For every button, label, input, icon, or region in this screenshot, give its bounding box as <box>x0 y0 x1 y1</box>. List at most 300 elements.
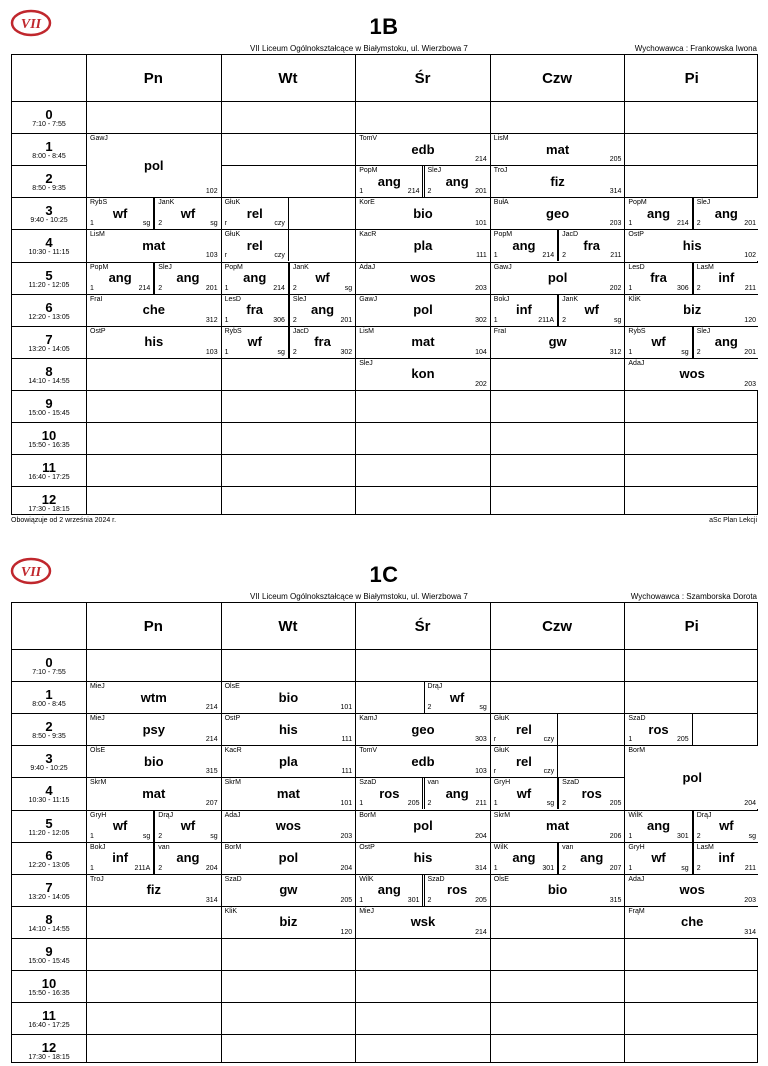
lesson-cell[interactable] <box>356 327 490 358</box>
period-label <box>12 681 86 713</box>
subject-code: bio <box>413 205 433 221</box>
period-number: 4 <box>45 235 53 251</box>
teacher-code: WilK <box>493 843 509 851</box>
group-number: 2 <box>158 832 163 840</box>
group-number: 1 <box>224 316 229 324</box>
teacher-code: OstP <box>628 231 644 239</box>
teacher-code: PopM <box>493 231 513 239</box>
room-number: 211A <box>134 864 151 872</box>
period-label <box>12 294 86 326</box>
lesson-cell[interactable] <box>625 714 692 745</box>
teacher-code: JacD <box>562 231 579 239</box>
subject-code: inf <box>718 850 735 866</box>
lesson-cell[interactable] <box>693 843 759 874</box>
subject-code: mat <box>411 334 435 350</box>
room-number: 214 <box>205 704 218 712</box>
room-number: 102 <box>205 188 218 196</box>
lesson-cell[interactable] <box>424 875 490 906</box>
room-number: 204 <box>340 864 353 872</box>
lesson-cell[interactable] <box>289 327 355 358</box>
group-number: 2 <box>696 348 701 356</box>
class-tutor: Wychowawca : Szamborska Dorota <box>630 592 757 601</box>
subject-code: geo <box>546 205 570 221</box>
lesson-cell[interactable] <box>693 327 759 358</box>
group-number: 1 <box>359 896 364 904</box>
lesson-cell[interactable] <box>154 811 220 842</box>
room-number: 207 <box>609 864 622 872</box>
lesson-cell[interactable] <box>222 746 356 777</box>
room-number: sg <box>277 348 285 356</box>
subject-code: pol <box>413 302 433 318</box>
lesson-cell[interactable] <box>625 907 759 938</box>
teacher-code: LasM <box>696 843 714 851</box>
lesson-cell[interactable] <box>356 875 423 906</box>
lesson-cell[interactable] <box>625 875 759 906</box>
lesson-cell[interactable] <box>222 843 356 874</box>
room-number: 205 <box>609 800 622 808</box>
group-number: 1 <box>628 736 633 744</box>
group-number: 1 <box>493 252 498 260</box>
subject-code: ros <box>379 785 400 801</box>
lesson-cell[interactable] <box>491 134 625 165</box>
teacher-code: GawJ <box>493 263 512 271</box>
lesson-cell[interactable] <box>558 295 624 326</box>
group-number: 1 <box>628 220 633 228</box>
lesson-cell[interactable] <box>625 230 759 261</box>
lesson-cell[interactable] <box>558 230 624 261</box>
subject-code: ang <box>310 302 335 318</box>
lesson-cell[interactable] <box>222 907 356 938</box>
teacher-code: WilK <box>359 875 374 883</box>
subject-code: wos <box>679 882 705 898</box>
subject-code: inf <box>112 850 129 866</box>
lesson-cell[interactable] <box>356 778 423 809</box>
period-label <box>12 197 86 229</box>
teacher-code: PopM <box>90 263 109 271</box>
subject-code: ros <box>447 882 468 898</box>
teacher-code: BokJ <box>90 843 106 851</box>
period-time: 9:40 - 10:25 <box>30 765 68 773</box>
period-number: 7 <box>45 331 53 347</box>
teacher-code: DrąJ <box>427 683 443 691</box>
teacher-code: MieJ <box>90 683 105 691</box>
subject-code: wf <box>719 818 734 834</box>
lesson-cell[interactable] <box>491 295 558 326</box>
lesson-cell[interactable] <box>222 811 356 842</box>
subject-code: ang <box>512 850 536 866</box>
lesson-cell[interactable] <box>491 327 625 358</box>
row-divider <box>12 390 757 391</box>
lesson-cell[interactable] <box>289 295 355 326</box>
lesson-cell[interactable] <box>625 263 692 294</box>
teacher-code: KorE <box>359 199 375 207</box>
lesson-cell[interactable] <box>558 778 624 809</box>
lesson-cell[interactable] <box>222 875 356 906</box>
lesson-cell[interactable] <box>87 811 154 842</box>
room-number: 203 <box>744 896 756 904</box>
group-number: 2 <box>292 284 297 292</box>
room-number: sg <box>142 832 151 840</box>
class-title: 1B <box>369 14 399 39</box>
period-number: 5 <box>45 815 53 831</box>
lesson-cell[interactable] <box>356 230 490 261</box>
room-number: 214 <box>138 284 151 292</box>
lesson-cell[interactable] <box>625 843 692 874</box>
teacher-code: SzaD <box>359 779 377 787</box>
period-number: 1 <box>45 139 53 155</box>
period-time: 11:20 - 12:05 <box>28 281 70 289</box>
subject-code: wf <box>315 270 330 286</box>
subject-code: his <box>278 721 298 737</box>
lesson-cell[interactable] <box>491 198 625 229</box>
room-number: 204 <box>744 800 756 808</box>
period-time: 8:00 - 8:45 <box>32 701 66 709</box>
room-number: 315 <box>205 768 218 776</box>
room-number: sg <box>748 832 756 840</box>
lesson-cell[interactable] <box>222 327 289 358</box>
subject-code: wf <box>651 334 666 350</box>
lesson-cell[interactable] <box>154 198 220 229</box>
subject-code: che <box>142 302 165 318</box>
subject-code: mat <box>276 785 300 801</box>
teacher-code: LesD <box>628 263 645 271</box>
svg-text:VII: VII <box>20 17 42 32</box>
subject-code: rel <box>515 721 532 737</box>
teacher-code: FrąM <box>628 907 645 915</box>
room-number: 207 <box>205 800 218 808</box>
teacher-code: SkrM <box>224 779 241 787</box>
period-label <box>12 1002 86 1034</box>
lesson-cell[interactable] <box>693 811 759 842</box>
teacher-code: LasM <box>696 263 714 271</box>
room-number: 203 <box>744 380 756 388</box>
room-number: 205 <box>677 736 689 744</box>
room-number: 214 <box>677 220 689 228</box>
period-number: 0 <box>45 107 53 122</box>
lesson-cell[interactable] <box>289 263 355 294</box>
room-number: 314 <box>609 188 622 196</box>
period-number: 8 <box>45 363 53 379</box>
teacher-code: GryH <box>628 843 645 851</box>
lesson-cell[interactable] <box>222 714 356 745</box>
teacher-code: BorM <box>224 843 242 851</box>
period-number: 0 <box>45 655 53 670</box>
row-divider <box>12 486 757 487</box>
room-number: 214 <box>407 188 420 196</box>
lesson-cell[interactable] <box>356 811 490 842</box>
lesson-cell[interactable] <box>87 778 221 809</box>
period-label <box>12 842 86 874</box>
lesson-cell[interactable] <box>491 811 625 842</box>
room-number: 214 <box>475 156 487 164</box>
room-number: 202 <box>609 284 622 292</box>
teacher-code: AdaJ <box>359 263 376 271</box>
period-number: 6 <box>45 299 53 315</box>
room-number: czy <box>274 252 285 260</box>
room-number: 203 <box>340 832 353 840</box>
period-label <box>12 938 86 970</box>
subject-code: ang <box>377 173 401 189</box>
period-label <box>12 358 86 390</box>
lesson-cell[interactable] <box>87 263 154 294</box>
subject-code: wf <box>449 689 465 705</box>
lesson-cell[interactable] <box>625 198 692 229</box>
lesson-cell[interactable] <box>154 843 220 874</box>
lesson-cell[interactable] <box>87 198 154 229</box>
lesson-cell[interactable] <box>87 230 221 261</box>
lesson-cell[interactable] <box>356 198 490 229</box>
room-number: 101 <box>475 220 487 228</box>
header-divider <box>12 101 757 102</box>
day-header-1: Wt <box>278 617 298 635</box>
teacher-code: KliK <box>224 907 238 915</box>
teacher-code: OlsE <box>90 747 106 755</box>
lesson-cell[interactable] <box>222 263 289 294</box>
teacher-code: KamJ <box>359 715 378 723</box>
lesson-cell[interactable] <box>356 263 490 294</box>
lesson-cell[interactable] <box>356 714 490 745</box>
period-time: 15:00 - 15:45 <box>28 409 70 417</box>
period-time: 13:20 - 14:05 <box>28 893 70 901</box>
room-number: 214 <box>273 284 285 292</box>
lesson-cell[interactable] <box>491 166 625 197</box>
lesson-cell[interactable] <box>356 134 490 165</box>
teacher-code: SzaD <box>427 875 445 883</box>
lesson-cell[interactable] <box>222 682 356 713</box>
period-number: 5 <box>45 267 53 283</box>
lesson-cell[interactable] <box>491 263 625 294</box>
teacher-code: GłuK <box>224 199 241 207</box>
row-divider <box>12 1034 757 1035</box>
teacher-code: JacD <box>292 327 309 335</box>
room-number: 103 <box>205 252 218 260</box>
subject-code: mat <box>142 237 166 253</box>
period-label <box>12 906 86 938</box>
lesson-cell[interactable] <box>87 295 221 326</box>
teacher-code: GłuK <box>224 231 241 239</box>
room-number: 314 <box>205 896 218 904</box>
day-header-0: Pn <box>143 617 163 635</box>
validity-note: Obowiązuje od 2 września 2024 r. <box>11 517 117 524</box>
teacher-code: OstP <box>90 327 106 335</box>
teacher-code: KacR <box>224 747 242 755</box>
teacher-code: BorM <box>628 747 646 755</box>
teacher-code: TomV <box>359 747 378 755</box>
subject-code: ang <box>512 237 536 253</box>
lesson-cell[interactable] <box>222 295 289 326</box>
period-number: 11 <box>42 460 56 476</box>
group-number: 2 <box>158 284 163 292</box>
group-number: 2 <box>292 348 297 356</box>
teacher-code: AdaJ <box>224 811 241 819</box>
group-number: r <box>493 768 497 776</box>
group-number: 2 <box>427 896 432 904</box>
day-header-3: Czw <box>542 617 573 635</box>
class-tutor: Wychowawca : Frankowska Iwona <box>634 44 757 53</box>
room-number: sg <box>681 864 689 872</box>
lesson-cell[interactable] <box>222 778 356 809</box>
lesson-cell[interactable] <box>424 166 490 197</box>
room-number: 302 <box>340 348 353 356</box>
lesson-cell[interactable] <box>693 263 759 294</box>
lesson-cell[interactable] <box>491 843 558 874</box>
lesson-cell[interactable] <box>222 198 289 229</box>
subject-code: biz <box>279 914 298 930</box>
teacher-code: GryH <box>493 779 511 787</box>
lesson-cell[interactable] <box>491 230 558 261</box>
room-number: 205 <box>475 896 487 904</box>
period-time: 8:00 - 8:45 <box>32 153 66 161</box>
lesson-cell[interactable] <box>424 778 490 809</box>
group-number: 2 <box>292 316 297 324</box>
period-number: 9 <box>45 395 53 411</box>
period-time: 8:50 - 9:35 <box>32 185 66 193</box>
lesson-cell[interactable] <box>625 359 759 390</box>
teacher-code: SleJ <box>359 359 373 367</box>
lesson-cell[interactable] <box>87 714 221 745</box>
teacher-code: GłuK <box>493 747 510 755</box>
teacher-code: OlsE <box>224 683 240 691</box>
group-number: 1 <box>359 188 364 196</box>
subject-code: wf <box>247 334 262 350</box>
lesson-cell[interactable] <box>87 746 221 777</box>
teacher-code: SkrM <box>90 779 107 787</box>
period-label <box>12 649 86 681</box>
room-number: 312 <box>205 316 218 324</box>
lesson-cell[interactable] <box>222 230 289 261</box>
subject-code: psy <box>142 721 165 737</box>
period-label <box>12 101 86 133</box>
row-divider <box>12 938 757 939</box>
group-number: 1 <box>628 348 633 356</box>
lesson-cell[interactable] <box>491 778 558 809</box>
lesson-cell[interactable] <box>625 811 692 842</box>
teacher-code: AdaJ <box>628 875 645 883</box>
lesson-cell[interactable] <box>625 327 692 358</box>
lesson-cell[interactable] <box>87 875 221 906</box>
room-number: 211 <box>744 864 756 872</box>
period-label <box>12 229 86 261</box>
group-number: 2 <box>158 220 163 228</box>
room-number: 205 <box>407 800 420 808</box>
teacher-code: WilK <box>628 811 643 819</box>
lesson-cell[interactable] <box>87 134 221 197</box>
group-number: 1 <box>628 864 633 872</box>
lesson-cell[interactable] <box>491 746 558 777</box>
lesson-cell[interactable] <box>491 714 558 745</box>
teacher-code: GawJ <box>359 295 378 303</box>
svg-text:VII: VII <box>20 565 42 580</box>
teacher-code: TroJ <box>493 167 508 175</box>
period-number: 10 <box>41 428 57 443</box>
group-number: 1 <box>493 316 498 324</box>
lesson-cell[interactable] <box>87 682 221 713</box>
lesson-cell[interactable] <box>356 746 490 777</box>
teacher-code: LisM <box>493 135 509 143</box>
teacher-code: BokJ <box>493 295 510 303</box>
period-label <box>12 874 86 906</box>
subject-code: wf <box>651 850 666 866</box>
room-number: 205 <box>609 156 622 164</box>
room-number: sg <box>479 704 487 712</box>
room-number: 301 <box>542 864 555 872</box>
generator-note: aSc Plan Lekcji <box>709 517 757 524</box>
subject-code: pol <box>144 157 164 173</box>
room-number: czy <box>543 736 555 744</box>
school-name: VII Liceum Ogólnokształcące w Białymstoku, ul. Wierzbowa 7 <box>250 44 468 53</box>
lesson-cell[interactable] <box>625 746 759 809</box>
lesson-cell[interactable] <box>87 843 154 874</box>
lesson-cell[interactable] <box>356 359 490 390</box>
period-time: 15:50 - 16:35 <box>28 442 70 449</box>
subject-code: wf <box>112 205 128 221</box>
room-number: 202 <box>475 380 487 388</box>
room-number: 101 <box>340 704 353 712</box>
subject-code: his <box>413 850 433 866</box>
lesson-cell[interactable] <box>558 843 624 874</box>
group-number: 2 <box>427 704 432 712</box>
day-header-1: Wt <box>278 69 298 87</box>
subject-code: edb <box>411 753 435 769</box>
room-number: 111 <box>476 252 487 260</box>
room-number: 204 <box>205 864 218 872</box>
period-time: 15:50 - 16:35 <box>28 990 70 997</box>
room-number: czy <box>274 220 285 228</box>
lesson-cell[interactable] <box>693 198 759 229</box>
room-number: 301 <box>407 896 420 904</box>
teacher-code: SzaD <box>562 779 580 787</box>
lesson-cell[interactable] <box>356 295 490 326</box>
group-number: 2 <box>696 284 701 292</box>
subject-code: ang <box>108 270 132 286</box>
lesson-cell[interactable] <box>356 843 490 874</box>
lesson-cell[interactable] <box>424 682 490 713</box>
period-time: 16:40 - 17:25 <box>28 1022 70 1030</box>
day-header-2: Śr <box>414 69 431 87</box>
teacher-code: OstP <box>224 715 241 723</box>
subject-code: fra <box>246 302 264 318</box>
subject-code: pol <box>278 850 299 866</box>
period-number: 8 <box>45 911 53 927</box>
lesson-cell[interactable] <box>625 295 759 326</box>
row-divider <box>12 1002 757 1003</box>
teacher-code: JanK <box>562 295 579 303</box>
period-number: 11 <box>42 1008 56 1024</box>
period-label <box>12 133 86 165</box>
group-number: 1 <box>90 284 94 292</box>
teacher-code: SzaD <box>628 715 646 723</box>
lesson-cell[interactable] <box>154 263 220 294</box>
period-time: 12:20 - 13:05 <box>28 313 70 321</box>
room-number: 201 <box>475 188 487 196</box>
subject-code: wf <box>180 818 196 834</box>
room-number: sg <box>546 800 555 808</box>
teacher-code: SleJ <box>292 295 307 303</box>
subject-code: ang <box>445 785 469 801</box>
room-number: 315 <box>609 896 622 904</box>
lesson-cell[interactable] <box>491 875 625 906</box>
lesson-cell[interactable] <box>87 327 221 358</box>
lesson-cell[interactable] <box>356 907 490 938</box>
period-label <box>12 970 86 1002</box>
teacher-code: SkrM <box>493 811 511 819</box>
subject-code: his <box>682 237 702 253</box>
subject-code: fra <box>650 270 667 286</box>
lesson-cell[interactable] <box>356 166 423 197</box>
period-time: 13:20 - 14:05 <box>28 345 70 353</box>
subject-code: wf <box>516 785 532 801</box>
room-number: 201 <box>205 284 218 292</box>
